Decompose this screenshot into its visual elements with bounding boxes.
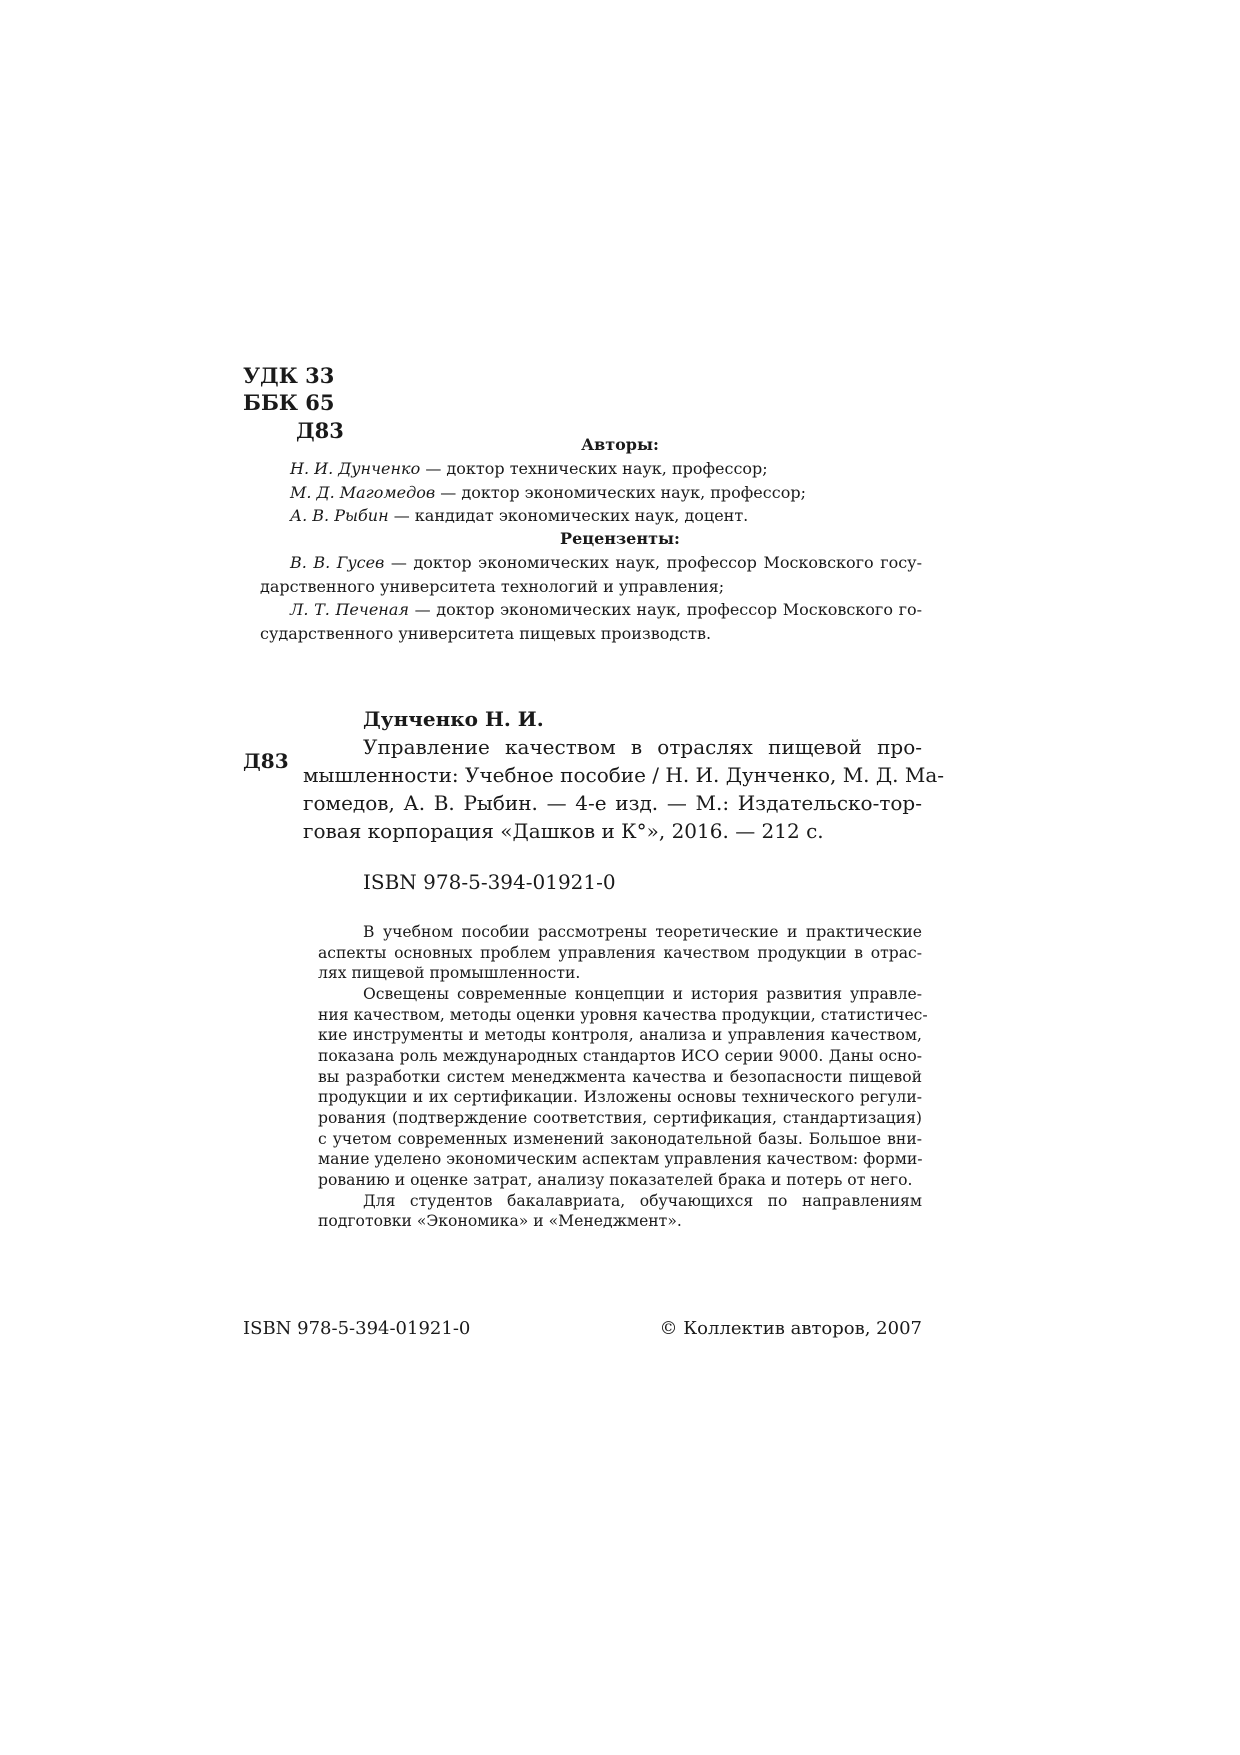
- abstract-line: с учетом современных изменений законодательной базы. Большое вни-: [318, 1130, 922, 1148]
- reviewers-heading: Рецензенты:: [560, 529, 680, 548]
- author-desc: — доктор технических наук, профессор;: [420, 459, 768, 478]
- card-title-line: Управление качеством в отраслях пищевой про-: [363, 735, 922, 759]
- reviewer-entry: [290, 551, 922, 575]
- abstract-line: В учебном пособии рассмотрены теоретические и практические: [363, 923, 922, 941]
- author-entry: [290, 457, 768, 481]
- abstract-line: показана роль международных стандартов ИСО серии 9000. Даны осно-: [318, 1047, 922, 1065]
- card-isbn: ISBN 978-5-394-01921-0: [363, 870, 616, 894]
- abstract-line: лях пищевой промышленности.: [318, 964, 581, 982]
- abstract-line: продукции и их сертификации. Изложены основы технического регули-: [318, 1088, 922, 1106]
- abstract-line: Для студентов бакалавриата, обучающихся по направлениям: [363, 1192, 922, 1210]
- reviewer-desc: — доктор экономических наук, профессор Московского госу-: [384, 553, 922, 572]
- author-desc: — доктор экономических наук, профессор;: [435, 483, 806, 502]
- card-title-line: мышленности: Учебное пособие / Н. И. Дунченко, М. Д. Ма-: [303, 763, 945, 787]
- abstract-line: рованию и оценке затрат, анализу показателей брака и потерь от него.: [318, 1171, 913, 1189]
- footer-isbn: ISBN 978-5-394-01921-0: [243, 1318, 471, 1339]
- author-sign-code: Д83: [296, 418, 344, 443]
- abstract-line: ния качеством, методы оценки уровня качества продукции, статистичес-: [318, 1006, 928, 1024]
- author-name: М. Д. Магомедов: [290, 483, 436, 502]
- author-name: А. В. Рыбин: [290, 506, 389, 525]
- abstract-line: Освещены современные концепции и история развития управле-: [363, 985, 922, 1003]
- reviewer-name: В. В. Гусев: [290, 553, 385, 572]
- abstract-line: вы разработки систем менеджмента качества и безопасности пищевой: [318, 1068, 922, 1086]
- card-title-line: гомедов, А. В. Рыбин. — 4-е изд. — М.: Издательско-тор-: [303, 791, 922, 815]
- abstract-line: рования (подтверждение соответствия, сертификация, стандартизация): [318, 1109, 922, 1127]
- reviewer-entry-continued: дарственного университета технологий и управления;: [260, 577, 725, 596]
- abstract-line: мание уделено экономическим аспектам управления качеством: форми-: [318, 1150, 923, 1168]
- card-sign: Д83: [243, 749, 289, 773]
- reviewer-name: Л. Т. Печеная: [290, 600, 409, 619]
- author-name: Н. И. Дунченко: [290, 459, 421, 478]
- copyright: © Коллектив авторов, 2007: [659, 1318, 922, 1339]
- authors-heading: Авторы:: [581, 435, 659, 454]
- card-title-line: говая корпорация «Дашков и К°», 2016. — 212 с.: [303, 819, 824, 843]
- abstract-line: аспекты основных проблем управления качеством продукции в отрас-: [318, 944, 922, 962]
- bbk-code: ББК 65: [243, 390, 335, 415]
- abstract-line: подготовки «Экономика» и «Менеджмент».: [318, 1212, 682, 1230]
- reviewer-entry-continued: сударственного университета пищевых производств.: [260, 624, 712, 643]
- reviewer-entry: [290, 598, 922, 622]
- author-entry: [290, 481, 806, 505]
- author-entry: [290, 504, 748, 528]
- abstract-line: кие инструменты и методы контроля, анализа и управления качеством,: [318, 1026, 922, 1044]
- author-desc: — кандидат экономических наук, доцент.: [388, 506, 749, 525]
- reviewer-desc: — доктор экономических наук, профессор Московского го-: [408, 600, 922, 619]
- card-author: Дунченко Н. И.: [363, 707, 544, 731]
- udk-code: УДК 33: [243, 363, 335, 388]
